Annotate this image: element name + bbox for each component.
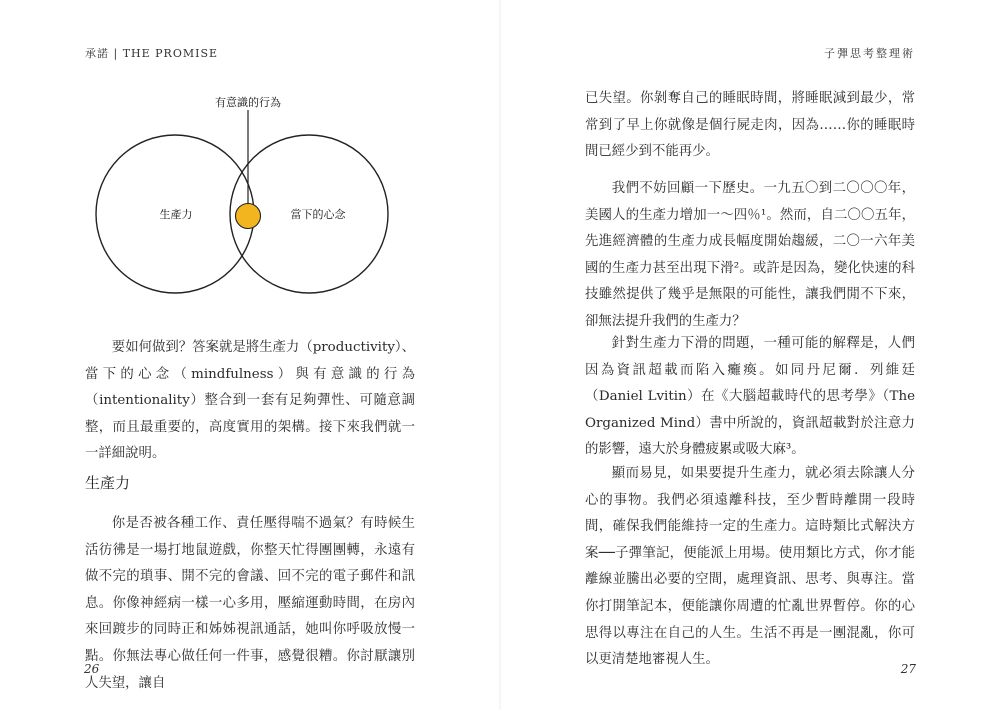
paragraph-information-overload: 針對生產力下滑的問題，一種可能的解釋是，人們因為資訊超載而陷入癱瘓。如同丹尼爾．列維廷（Daniel Lvitin）在《大腦超載時代的思考學》（The Organized Mind）書中所說的，資訊超載對於注意力的影響，遠大於身體疲累或吸大麻³。 (585, 336, 915, 458)
left-circle-label: 生產力 (159, 208, 193, 221)
intentionality-dot (236, 204, 261, 229)
venn-diagram (0, 0, 500, 320)
paragraph-history: 我們不妨回顧一下歷史。一九五〇到二〇〇〇年，美國人的生產力增加一～四％¹。然而，自二〇〇五年，先進經濟體的生產力成長幅度開始趨緩，二〇一六年美國的生產力甚至出現下滑²。或許是因為，變化快速的科技雖然提供了幾乎是無限的可能性，讓我們閒不下來，卻無法提升我們的生產力？ (585, 181, 915, 329)
running-head-right: 子彈思考整理術 (824, 47, 915, 60)
right-circle-label: 當下的心念 (290, 208, 346, 221)
section-heading-productivity: 生產力 (85, 474, 131, 492)
paragraph-sleep: 已失望。你剝奪自己的睡眠時間，將睡眠減到最少，常常到了早上你就像是個行屍走肉，因為……你的睡眠時間已經少到不能再少。 (585, 91, 915, 160)
paragraph-analog-solution: 顯而易見，如果要提升生產力，就必須去除讓人分心的事物。我們必須遠離科技，至少暫時離開一段時間，確保我們能維持一定的生產力。這時類比式解決方案──子彈筆記，便能派上用場。使用類比方式，你才能離線並騰出必要的空間，處理資訊、思考、與專注。當你打開筆記本，便能讓你周遭的忙亂世界暫停。你的心思得以專注在自己的人生。生活不再是一團混亂，你可以更清楚地審視人生。 (585, 466, 915, 668)
page-number-left: 26 (84, 662, 100, 676)
top-label: 有意識的行為 (215, 96, 281, 109)
paragraph-integration: 要如何做到？答案就是將生產力（productivity）、當下的心念（mindfulness）與有意識的行為（intentionality）整合到一套有足夠彈性、可隨意調整，而且最重要的，高度實用的架構。接下來我們就一一詳細說明。 (85, 340, 415, 462)
running-head-left: 承諾 | THE PROMISE (85, 47, 219, 60)
page-number-right: 27 (900, 662, 916, 676)
paragraph-overwhelm: 你是否被各種工作、責任壓得喘不過氣？有時候生活彷彿是一場打地鼠遊戲，你整天忙得團團轉，永遠有做不完的瑣事、開不完的會議、回不完的電子郵件和訊息。你像神經病一樣一心多用，壓縮運動時間，在房內來回踱步的同時正和姊姊視訊通話，她叫你呼吸放慢一點。你無法專心做任何一件事，感覺很糟。你討厭讓別人失望，讓自 (85, 516, 415, 691)
